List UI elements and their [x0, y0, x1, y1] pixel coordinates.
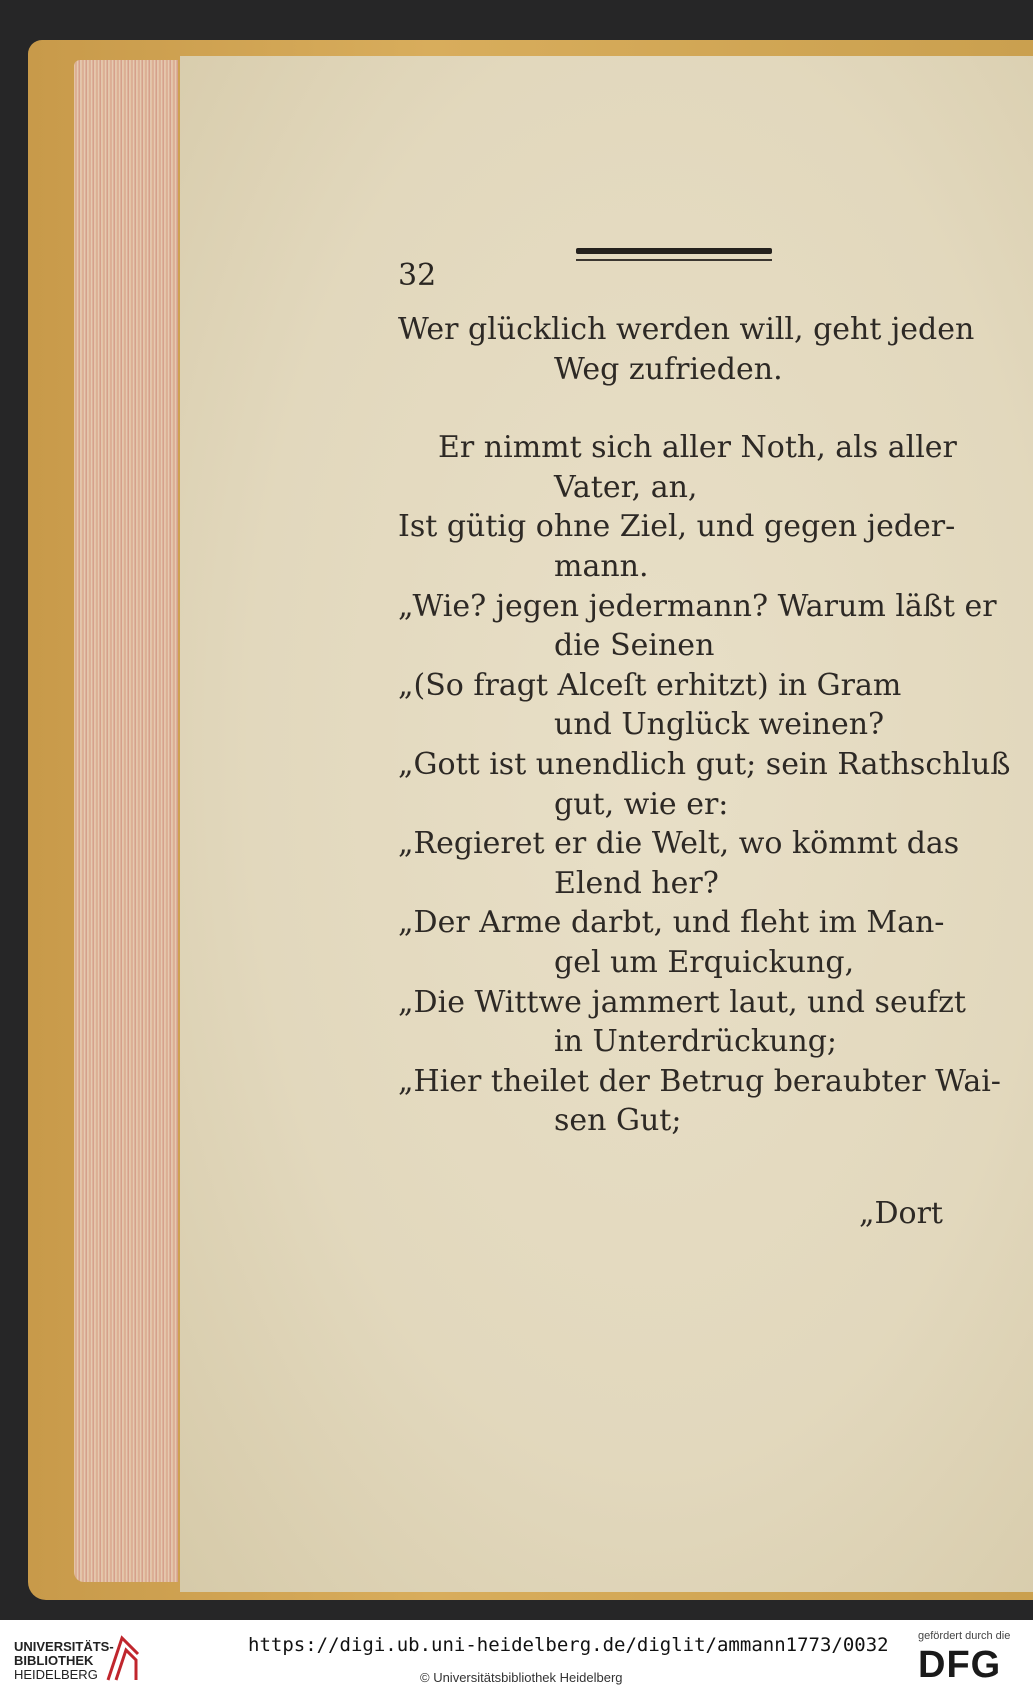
- text-line: Wer glücklich werden will, geht jeden: [398, 312, 975, 347]
- text-line: „Die Wittwe jammert laut, und seufzt: [398, 984, 966, 1020]
- page-edges: [74, 60, 178, 1582]
- permalink-url[interactable]: https://digi.ub.uni-heidelberg.de/diglit/ammann1773/0032: [248, 1634, 889, 1656]
- text-line: Ist gütig ohne Ziel, und gegen jeder-: [398, 509, 956, 545]
- copyright-notice: © Universitätsbibliothek Heidelberg: [420, 1670, 623, 1685]
- text-line: sen Gut;: [554, 1103, 682, 1139]
- header-rule: [576, 248, 772, 254]
- text-line: Weg zufrieden.: [554, 351, 783, 387]
- dfg-logo[interactable]: DFG: [918, 1644, 1002, 1686]
- text-line: und Unglück weinen?: [554, 707, 885, 743]
- text-line: in Unterdrückung;: [554, 1024, 838, 1060]
- text-line: „Wie? jegen jedermann? Warum läßt er: [398, 588, 997, 624]
- text-line: Vater, an,: [554, 469, 698, 505]
- dfg-caption: gefördert durch die: [918, 1630, 1011, 1642]
- stanza-gap: [398, 389, 946, 428]
- library-name-line1: UNIVERSITÄTS-: [14, 1639, 114, 1654]
- text-line: „Regieret er die Welt, wo kömmt das: [398, 826, 960, 862]
- catchword: „Dort: [858, 1196, 943, 1231]
- viewer-footer: [0, 1620, 1033, 1696]
- text-line: die Seinen: [554, 628, 715, 664]
- library-name-line2: BIBLIOTHEK: [14, 1653, 94, 1668]
- page-number: 32: [398, 258, 437, 293]
- text-line: „Der Arme darbt, und fleht im Man-: [398, 905, 945, 941]
- library-name-line3: HEIDELBERG: [14, 1667, 98, 1682]
- text-line: Elend her?: [554, 865, 719, 901]
- poem-text: [398, 310, 1011, 1141]
- library-logo[interactable]: [14, 1640, 114, 1682]
- text-line: gel um Erquickung,: [554, 944, 855, 980]
- text-line: „(So fragt Alceſt erhitzt) in Gram: [398, 667, 902, 703]
- text-line: gut, wie er:: [554, 786, 729, 822]
- text-line: „Hier theilet der Betrug beraubter Wai-: [398, 1063, 1001, 1099]
- header-rule-thin: [576, 259, 772, 261]
- text-line: „Gott ist unendlich gut; sein Rathschluß: [398, 746, 1011, 782]
- text-line: Er nimmt sich aller Noth, als aller: [438, 430, 957, 466]
- ub-heidelberg-icon: [104, 1634, 142, 1684]
- text-line: mann.: [554, 548, 649, 584]
